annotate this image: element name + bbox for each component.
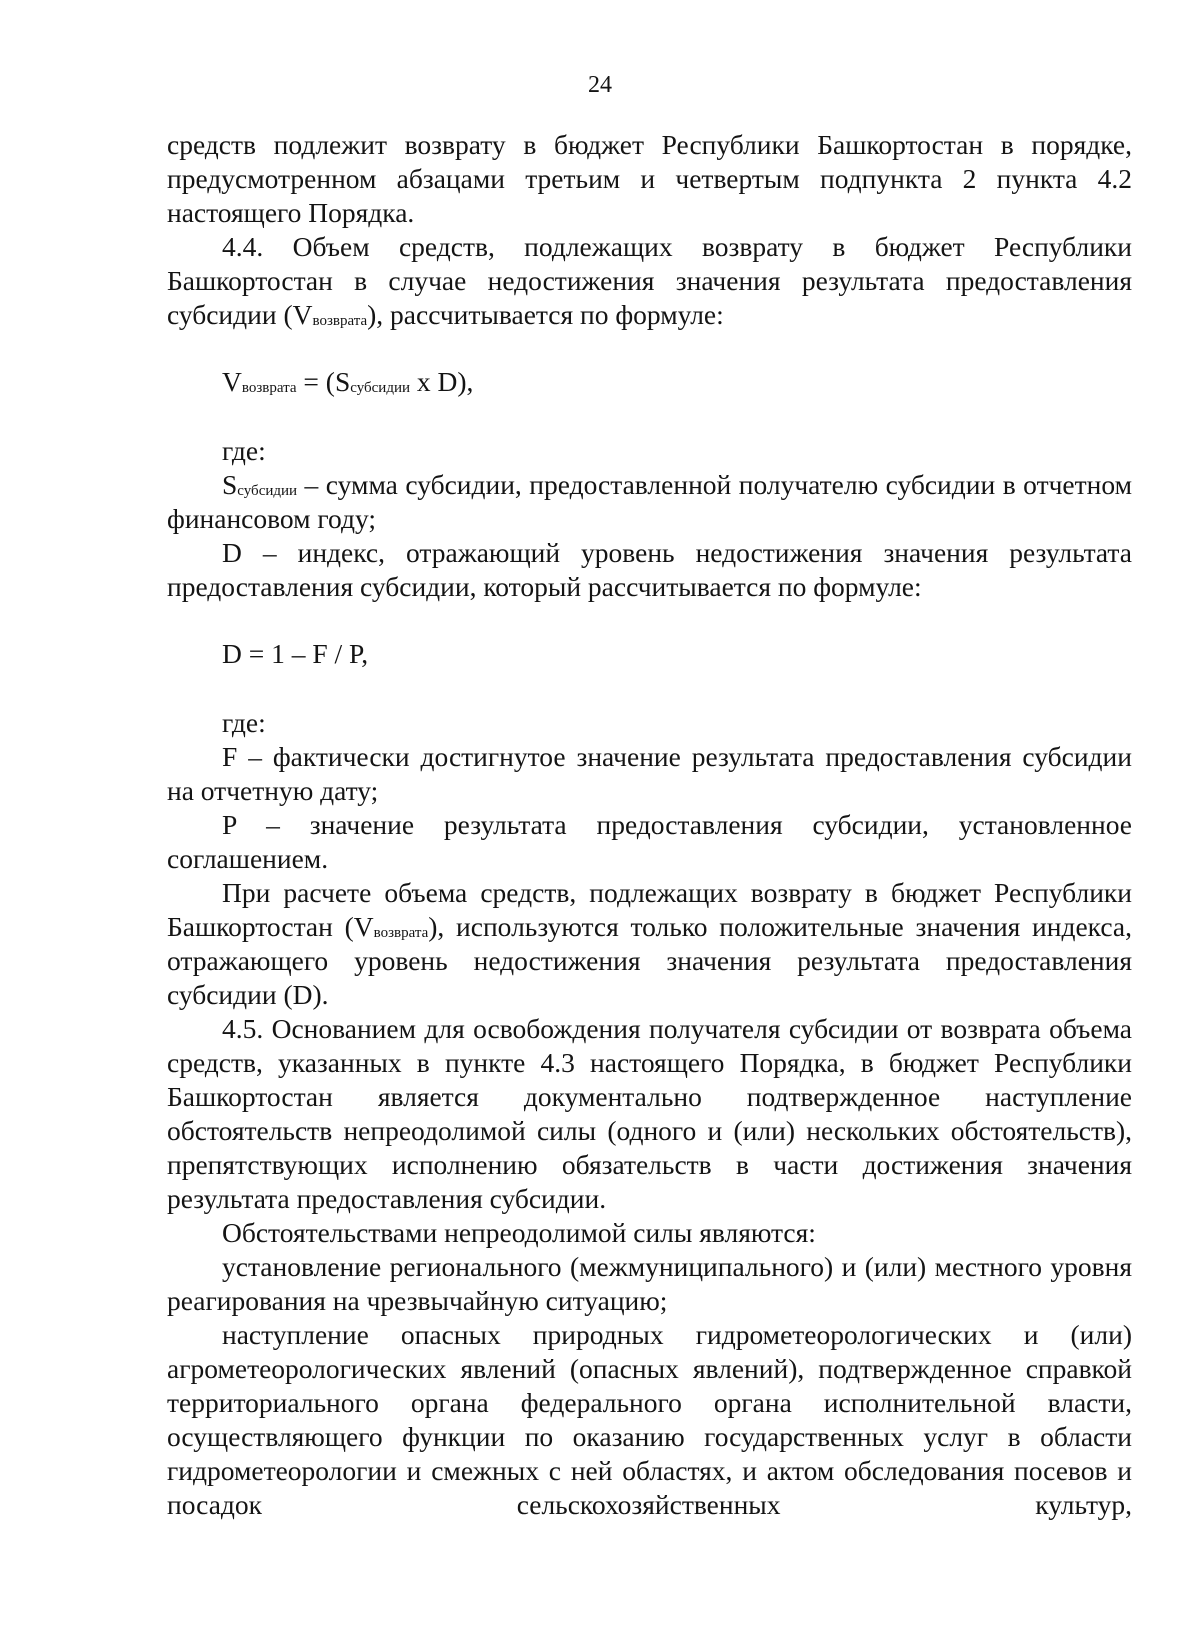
- formula-equals-s: = (S: [296, 366, 351, 397]
- definition-d-index: D – индекс, отражающий уровень недостижения значения результата предоставления субсидии, который рассчитывается по формуле:: [167, 537, 1132, 602]
- definition-s-subscript: субсидии: [237, 483, 298, 499]
- calculation-note-subscript: возврата: [373, 925, 429, 941]
- formula-index-d: D = 1 – F / P,: [222, 638, 369, 669]
- definition-s-text: – сумма субсидии, предоставленной получателю субсидии в отчетном финансовом году;: [167, 469, 1132, 534]
- paragraph-4-4-text-b: ), рассчитывается по формуле:: [367, 299, 724, 330]
- formula-s-subscript: субсидии: [350, 380, 411, 396]
- paragraph-4-4-text-a: 4.4. Объем средств, подлежащих возврату в бюджет Республики Башкортостан в случае недостижения значения результата предоставления субсидии (V: [167, 231, 1132, 330]
- subscript-return: возврата: [312, 313, 368, 329]
- force-majeure-item-weather: наступление опасных природных гидрометеорологических и (или) агрометеорологических явлений (опасных явлений), подтвержденное справкой территориального органа федерального органа исполнительной власти, осуществляющего функции по оказанию государственных услуг в области гидрометеорологии и смежных с ней областях, и актом обследования посевов и посадок сельскохозяйственных культур,: [167, 1319, 1132, 1520]
- paragraph-4-4: [167, 230, 1132, 332]
- definition-s-subsidy: [167, 468, 1132, 536]
- formula-return-volume: [167, 365, 1132, 399]
- force-majeure-item-emergency: установление регионального (межмуниципального) и (или) местного уровня реагирования на чрезвычайную ситуацию;: [167, 1251, 1132, 1316]
- calculation-note-text-b: ), используются только положительные значения индекса, отражающего уровень недостижения значения результата предоставления субсидии (D).: [167, 911, 1132, 1010]
- formula-v: V: [222, 366, 242, 397]
- definition-f-actual: F – фактически достигнутое значение результата предоставления субсидии на отчетную дату;: [167, 741, 1132, 806]
- definition-p-planned: P – значение результата предоставления субсидии, установленное соглашением.: [167, 809, 1132, 874]
- paragraph-4-5: 4.5. Основанием для освобождения получателя субсидии от возврата объема средств, указанных в пункте 4.3 настоящего Порядка, в бюджет Республики Башкортостан является документально подтвержденное наступление обстоятельств непреодолимой силы (одного и (или) нескольких обстоятельств), препятствующих исполнению обязательств в части достижения значения результата предоставления субсидии.: [167, 1013, 1132, 1214]
- calculation-note-text-a: При расчете объема средств, подлежащих возврату в бюджет Республики Башкортостан (V: [167, 877, 1132, 942]
- page-number: 24: [588, 72, 612, 98]
- definition-s-symbol: S: [222, 469, 238, 500]
- force-majeure-intro: Обстоятельствами непреодолимой силы являются:: [222, 1217, 816, 1248]
- document-body: [167, 128, 1132, 1522]
- paragraph-calculation-note: [167, 876, 1132, 1012]
- formula-v-subscript: возврата: [241, 380, 297, 396]
- formula-times-d: x D),: [410, 366, 474, 397]
- where-label-2: где:: [222, 707, 266, 738]
- paragraph-return-order: средств подлежит возврату в бюджет Республики Башкортостан в порядке, предусмотренном абзацами третьим и четвертым подпункта 2 пункта 4.2 настоящего Порядка.: [167, 129, 1132, 228]
- where-label-1: где:: [222, 435, 266, 466]
